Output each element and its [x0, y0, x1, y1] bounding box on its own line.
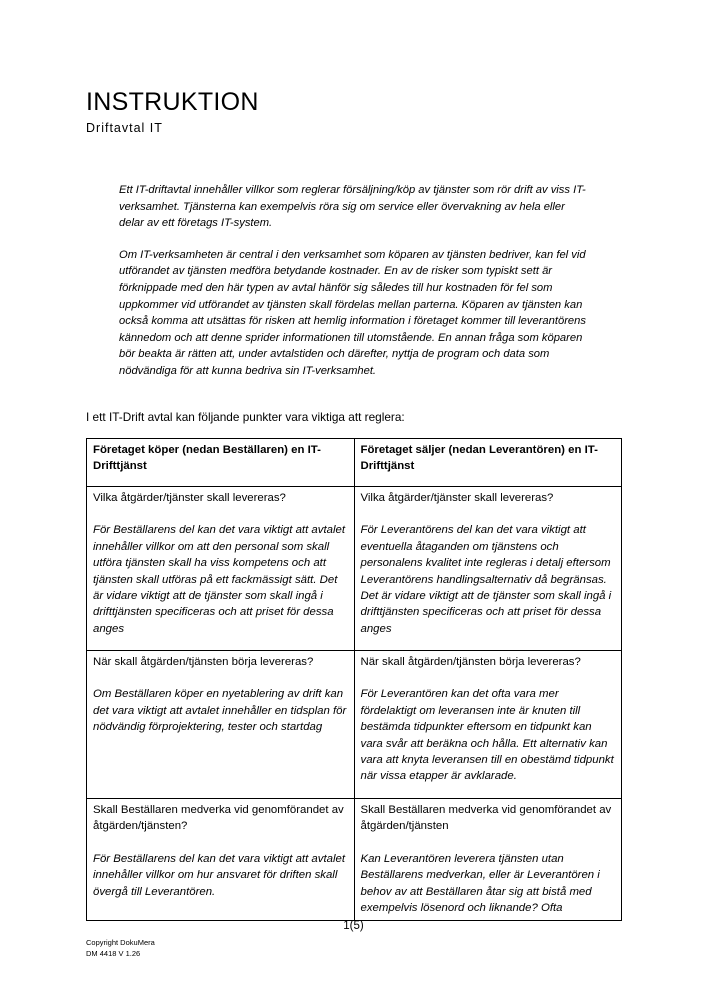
table-cell-buyer: [87, 487, 355, 651]
table-cell-seller: [354, 487, 622, 651]
footer-copyright: Copyright DokuMera: [86, 938, 155, 947]
cell-question: Vilka åtgärder/tjänster skall levereras?: [93, 492, 286, 504]
table-header-row: [87, 439, 622, 487]
cell-answer: För Leverantören kan det ofta vara mer fördelaktigt om leveransen inte är knuten till bestämda tidpunkter eftersom en tidpunkt kan vara svår att beräkna och hålla. Ett alternativ kan vara att knyta leveransen till en obestämd tidpunkt när vissa etapper är avklarade.: [360, 688, 614, 783]
footer: [86, 937, 155, 959]
table-header-buyer: Företaget köper (nedan Beställaren) en IT-Drifttjänst: [87, 439, 355, 487]
cell-answer: Om Beställaren köper en nyetablering av drift kan det vara viktigt att avtalet innehåller en tidsplan för nödvändig förprojektering, tester och startdag: [93, 688, 347, 734]
lead-text: I ett IT-Drift avtal kan följande punkter vara viktiga att reglera:: [86, 410, 405, 424]
table-row: [87, 799, 622, 921]
cell-question: När skall åtgärden/tjänsten börja levereras?: [93, 656, 314, 668]
intro-paragraph-2: Om IT-verksamheten är central i den verksamhet som köparen av tjänsten bedriver, kan fel vid utförandet av tjänsten medföra betydande kostnader. En av de risker som typiskt sett är förknippade med den här typen av avtal hänför sig således till hur kostnaden för fel som uppkommer vid utförandet av tjänsten skall fördelas mellan parterna. Köparen av tjänsten kan också komma att utsättas för risken att hemlig information i företaget kommer till leverantörens kännedom och att denne sprider informationen till utomstående. En annan fråga som köparen bör beakta är rätten att, under avtalstiden och därefter, nyttja de program och data som nödvändiga för att kunna bedriva sin IT-verksamhet.: [119, 248, 586, 377]
cell-question: Skall Beställaren medverka vid genomförandet av åtgärden/tjänsten?: [93, 804, 344, 833]
cell-answer: Kan Leverantören leverera tjänsten utan Beställarens medverkan, eller är Leverantören i behov av att Beställaren åtar sig att bistå med exempelvis lösenord och liknande? Ofta: [360, 852, 600, 915]
table-cell-seller: [354, 651, 622, 799]
cell-question: Skall Beställaren medverka vid genomförandet av åtgärden/tjänsten: [360, 804, 612, 833]
cell-answer: För Beställarens del kan det vara viktigt att avtalet innehåller villkor om att den personal som skall utföra tjänsten skall ha viss kompetens och att tjänsten skall utföras på ett fackmässigt sätt. Det är vidare viktigt att de tjänster som skall ingå i drifttjänsten specificeras och att priset för dessa anges: [93, 524, 345, 635]
cell-question: När skall åtgärden/tjänsten börja levereras?: [360, 656, 581, 668]
cell-answer: För Beställarens del kan det vara viktigt att avtalet innehåller villkor om hur ansvaret för driften skall övergå till Leverantören.: [93, 852, 345, 898]
footer-doc-id: DM 4418 V 1.26: [86, 949, 141, 958]
comparison-table: [86, 438, 622, 921]
document-subtitle: Driftavtal IT: [86, 121, 163, 135]
cell-answer: För Leverantörens del kan det vara viktigt att eventuella åtaganden om tjänstens och personalens kvalitet inte regleras i detalj eftersom Leverantörens handlingsalternativ då begränsas. Det är vidare viktigt att de tjänster som skall ingå i drifttjänsten specificeras och att priset för dessa anges: [360, 524, 612, 635]
table-header-seller: Företaget säljer (nedan Leverantören) en IT-Drifttjänst: [354, 439, 622, 487]
table-cell-buyer: [87, 651, 355, 799]
cell-question: Vilka åtgärder/tjänster skall levereras?: [360, 492, 554, 504]
document-title: INSTRUKTION: [86, 88, 259, 116]
page-number: 1(5): [343, 920, 364, 932]
table-cell-seller: [354, 799, 622, 921]
intro-section: [119, 182, 589, 395]
table-cell-buyer: [87, 799, 355, 921]
intro-paragraph-1: Ett IT-driftavtal innehåller villkor som reglerar försäljning/köp av tjänster som rör drift av viss IT-verksamhet. Tjänsterna kan exempelvis röra sig om service eller övervakning av hela eller delar av ett företags IT-system.: [119, 184, 586, 230]
table-row: [87, 651, 622, 799]
table-row: [87, 487, 622, 651]
